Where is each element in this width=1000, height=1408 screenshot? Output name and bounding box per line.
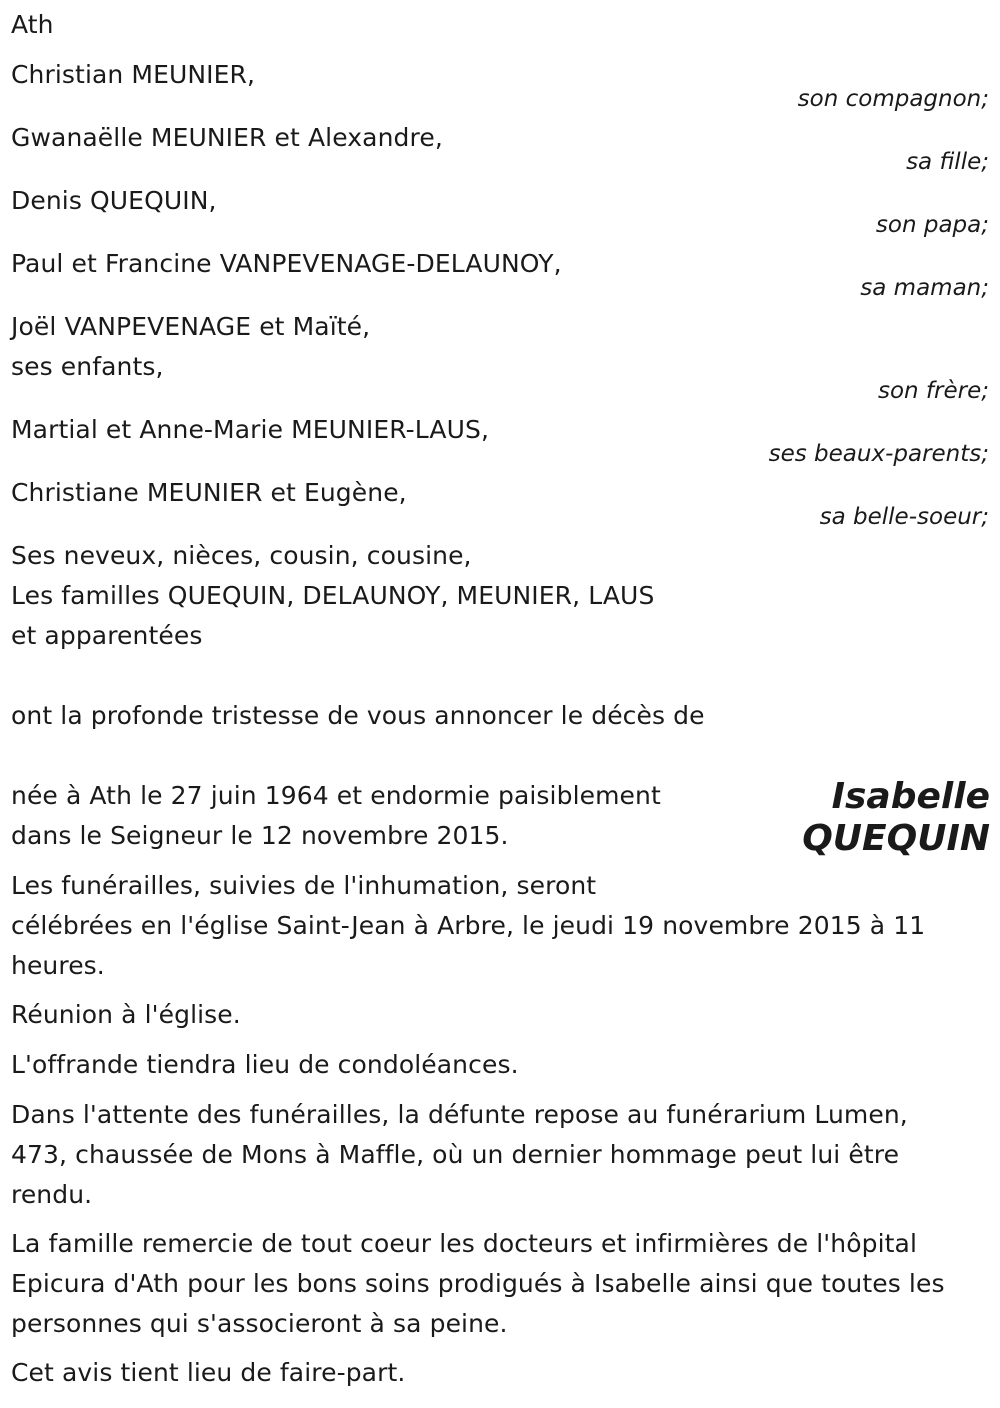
deceased-name <box>802 776 990 860</box>
family-name-5: Joël VANPEVENAGE et Maïté, <box>11 312 371 341</box>
others-line-2: Les familles QUEQUIN, DELAUNOY, MEUNIER, LAUS <box>11 581 655 610</box>
announcement-text: ont la profonde tristesse de vous annoncer le décès de <box>11 701 705 730</box>
birth-line-1: née à Ath le 27 juin 1964 et endormie paisiblement <box>11 781 661 810</box>
family-role-1: son compagnon; <box>797 86 989 112</box>
family-role-4: sa maman; <box>860 275 989 301</box>
thanks-line-2: Epicura d'Ath pour les bons soins prodigués à Isabelle ainsi que toutes les <box>11 1269 945 1298</box>
family-name-6: Martial et Anne-Marie MEUNIER-LAUS, <box>11 415 490 444</box>
others-line-1: Ses neveux, nièces, cousin, cousine, <box>11 541 472 570</box>
thanks-line-1: La famille remercie de tout coeur les docteurs et infirmières de l'hôpital <box>11 1229 917 1258</box>
family-name-7: Christiane MEUNIER et Eugène, <box>11 478 407 507</box>
repose-line-3: rendu. <box>11 1180 93 1209</box>
deceased-last-name: QUEQUIN <box>802 818 990 859</box>
funeral-line-1: Les funérailles, suivies de l'inhumation, seront <box>11 871 597 900</box>
city-label: Ath <box>11 10 54 39</box>
family-role-7: sa belle-soeur; <box>819 504 989 530</box>
family-name-3: Denis QUEQUIN, <box>11 186 217 215</box>
others-line-3: et apparentées <box>11 621 203 650</box>
family-name-5-line2: ses enfants, <box>11 352 164 381</box>
thanks-line-3: personnes qui s'associeront à sa peine. <box>11 1309 508 1338</box>
family-name-2: Gwanaëlle MEUNIER et Alexandre, <box>11 123 443 152</box>
family-role-5: son frère; <box>877 378 989 404</box>
family-name-4: Paul et Francine VANPEVENAGE-DELAUNOY, <box>11 249 562 278</box>
family-role-2: sa fille; <box>906 149 989 175</box>
repose-line-1: Dans l'attente des funérailles, la défunte repose au funérarium Lumen, <box>11 1100 908 1129</box>
funeral-line-2: célébrées en l'église Saint-Jean à Arbre, le jeudi 19 novembre 2015 à 11 <box>11 911 926 940</box>
family-name-1: Christian MEUNIER, <box>11 60 256 89</box>
family-role-6: ses beaux-parents; <box>768 441 989 467</box>
birth-line-2: dans le Seigneur le 12 novembre 2015. <box>11 821 509 850</box>
repose-line-2: 473, chaussée de Mons à Maffle, où un dernier hommage peut lui être <box>11 1140 900 1169</box>
family-role-3: son papa; <box>875 212 989 238</box>
closing-text: Cet avis tient lieu de faire-part. <box>11 1358 406 1387</box>
funeral-line-3: heures. <box>11 951 105 980</box>
meeting-text: Réunion à l'église. <box>11 1000 241 1029</box>
offering-text: L'offrande tiendra lieu de condoléances. <box>11 1050 519 1079</box>
deceased-first-name: Isabelle <box>831 776 990 817</box>
